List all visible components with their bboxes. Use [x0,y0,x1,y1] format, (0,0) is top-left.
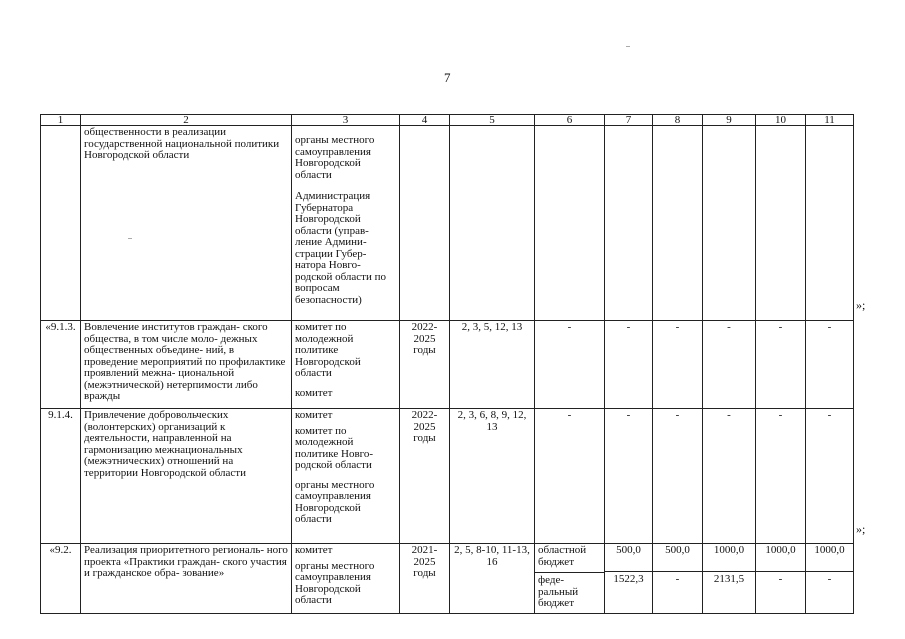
funding-value: 500,0 [665,544,690,556]
page-number: 7 [444,70,451,85]
years: 2022- 2025 годы [400,321,450,409]
funding-value: 2131,5 [703,571,755,586]
header-cell: 2 [81,115,292,126]
executor: Администрация Губернатора Новгородской области (управ- ление Админи- страции Губер- натора Новго- родской области по вопросам безопасности) [295,190,386,306]
years: 2021- 2025 годы [400,544,450,614]
executor: органы местного самоуправления Новгородской области [295,478,375,525]
row-number: 9.1.4. [41,409,81,544]
targets: 2, 5, 8-10, 11-13, 16 [450,544,535,614]
table-row [41,126,854,321]
targets: 2, 3, 5, 12, 13 [450,321,535,409]
header-cell: 4 [400,115,450,126]
table-row [41,409,854,544]
executor-cell [292,544,400,614]
header-cell: 11 [806,115,854,126]
funding-value: - [653,321,703,409]
funding-source: феде- ральный бюджет [535,572,604,610]
years: 2022- 2025 годы [400,409,450,544]
funding-value: - [756,571,805,586]
executor: органы местного самоуправления Новгородской области [295,134,375,181]
funding-value: - [703,409,756,544]
measure-name: Реализация приоритетного региональ- ного проекта «Практики граждан- ского участия и гражданское обра- зование» [81,544,292,614]
funding-value: - [535,409,605,544]
executor-cell [292,126,400,321]
funding-cell [806,544,854,614]
funding-source-cell [535,544,605,614]
closing-quote: »; [856,298,866,312]
funding-value: - [653,409,703,544]
funding-value: 1000,0 [814,544,845,556]
executor: комитет по молодежной политике Новгородской области [295,321,361,379]
header-cell: 6 [535,115,605,126]
funding-cell [703,544,756,614]
row-number: «9.1.3. [41,321,81,409]
funding-value: - [756,321,806,409]
funding-source: областной бюджет [538,544,587,568]
header-cell: 9 [703,115,756,126]
executor: комитет по молодежной политике Новго- родской области [295,424,374,471]
funding-value: - [605,321,653,409]
funding-value: 500,0 [616,544,641,556]
funding-cell [653,544,703,614]
funding-value: 1522,3 [605,571,652,586]
executor: органы местного самоуправления Новгородской области [295,559,375,606]
row-number: «9.2. [41,544,81,614]
funding-value: - [756,409,806,544]
closing-quote: »; [856,522,866,536]
measure-name: Вовлечение институтов граждан- ского общества, в том числе моло- дежных общественных объедине- ний, в проведение мероприятий по профилактике проявлений межна- циональной (межэтнической) нетерпимости либо вражды [81,321,292,409]
header-cell: 8 [653,115,703,126]
funding-value: - [535,321,605,409]
funding-cell [605,544,653,614]
funding-value: - [806,321,854,409]
executor-cell [292,321,400,409]
table-header-row [41,115,854,126]
funding-value: 1000,0 [765,544,796,556]
measure-name: Привлечение добровольческих (волонтерских) организаций к деятельности, направленной на гармонизацию межнациональных (межэтнических) отношений на территории Новгородской области [81,409,292,544]
measure-name: общественности в реализации государственной национальной политики Новгородской области [81,126,292,321]
funding-value: - [806,571,853,586]
funding-value: 1000,0 [713,544,745,556]
header-cell: 5 [450,115,535,126]
funding-value: - [703,321,756,409]
funding-value: - [806,409,854,544]
executor: комитет [295,409,333,421]
table-row [41,544,854,614]
targets: 2, 3, 6, 8, 9, 12, 13 [450,409,535,544]
funding-cell [756,544,806,614]
funding-value: - [605,409,653,544]
funding-value: - [653,571,702,586]
executor: комитет [295,386,333,399]
header-cell: 1 [41,115,81,126]
program-table [40,114,854,614]
executor-cell [292,409,400,544]
header-cell: 10 [756,115,806,126]
scan-speck [128,238,132,239]
header-cell: 7 [605,115,653,126]
header-cell: 3 [292,115,400,126]
executor: комитет [295,544,333,556]
scan-speck [626,46,630,47]
table-row [41,321,854,409]
